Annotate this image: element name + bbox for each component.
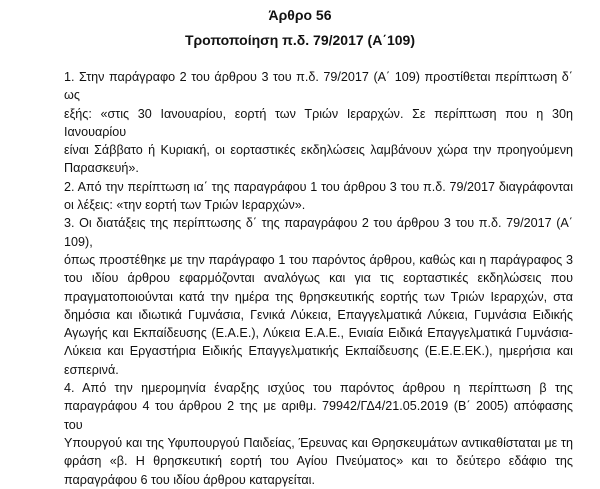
text-line: δημόσια και ιδιωτικά Γυμνάσια, Γενικά Λύκεια, Επαγγελματικά Λύκεια, Γυμνάσια Ειδικής [64, 307, 573, 322]
text-line: Αγωγής και Εκπαίδευσης (Ε.Α.Ε.), Λύκεια Ε.Α.Ε., Ενιαία Ειδικά Επαγγελματικά Γυμνάσια- [64, 326, 573, 341]
text-line: 4. Από την ημερομηνία έναρξης ισχύος του παρόντος άρθρου η περίπτωση β της [64, 381, 573, 396]
text-line: όπως προστέθηκε με την παράγραφο 1 του παρόντος άρθρου, καθώς και η παράγραφος 3 [64, 252, 573, 267]
text-line: 1. Στην παράγραφο 2 του άρθρου 3 του π.δ. 79/2017 (Α΄ 109) προστίθεται περίπτωση δ΄ ως [64, 70, 573, 103]
text-line: 3. Οι διατάξεις της περίπτωσης δ΄ της παραγράφου 2 του άρθρου 3 του π.δ. 79/2017 (Α΄ 109), [64, 216, 573, 249]
text-line: Παρασκευή». [64, 161, 139, 176]
text-line: εσπερινά. [64, 362, 119, 377]
text-line: του ιδίου άρθρου εφαρμόζονται αναλόγως και για τις εορταστικές εκδηλώσεις που [64, 271, 573, 286]
text-line: 2. Από την περίπτωση ια΄ της παραγράφου 1 του άρθρου 3 του π.δ. 79/2017 διαγράφονται [64, 179, 573, 194]
text-line: είναι Σάββατο ή Κυριακή, οι εορταστικές εκδηλώσεις λαμβάνουν χώρα την προηγούμενη [64, 143, 573, 158]
text-line: παραγράφου 6 του ιδίου άρθρου καταργείται. [64, 472, 315, 487]
text-line: εξής: «στις 30 Ιανουαρίου, εορτή των Τριών Ιεραρχών. Σε περίπτωση που η 30η Ιανουαρίου [64, 106, 573, 139]
text-line: παραγράφου 4 του άρθρου 2 της με αριθμ. 79942/ΓΔ4/21.05.2019 (Β΄ 2005) απόφασης του [64, 399, 573, 432]
text-line: φράση «β. Η θρησκευτική εορτή του Αγίου Πνεύματος» και το δεύτερο εδάφιο της [64, 454, 573, 469]
text-line: Λύκεια και Εργαστήρια Ειδικής Επαγγελματικής Εκπαίδευσης (Ε.Ε.Ε.ΕΚ.), ημερήσια και [64, 344, 573, 359]
paragraph-2 [64, 178, 573, 215]
article-body [64, 68, 573, 489]
paragraph-1 [64, 68, 573, 178]
article-subtitle: Τροποποίηση π.δ. 79/2017 (Α΄109) [184, 32, 416, 48]
text-line: Υπουργού και της Υφυπουργού Παιδείας, Έρευνας και Θρησκευμάτων αντικαθίσταται με τη [64, 435, 573, 450]
text-line: οι λέξεις: «την εορτή των Τριών Ιεραρχών». [64, 198, 306, 213]
text-line: πραγματοποιούνται κατά την ημέρα της θρησκευτικής εορτής των Τριών Ιεραρχών, στα [64, 289, 573, 304]
paragraph-4 [64, 379, 573, 489]
article-title: Άρθρο 56 [268, 7, 332, 23]
paragraph-3 [64, 214, 573, 379]
